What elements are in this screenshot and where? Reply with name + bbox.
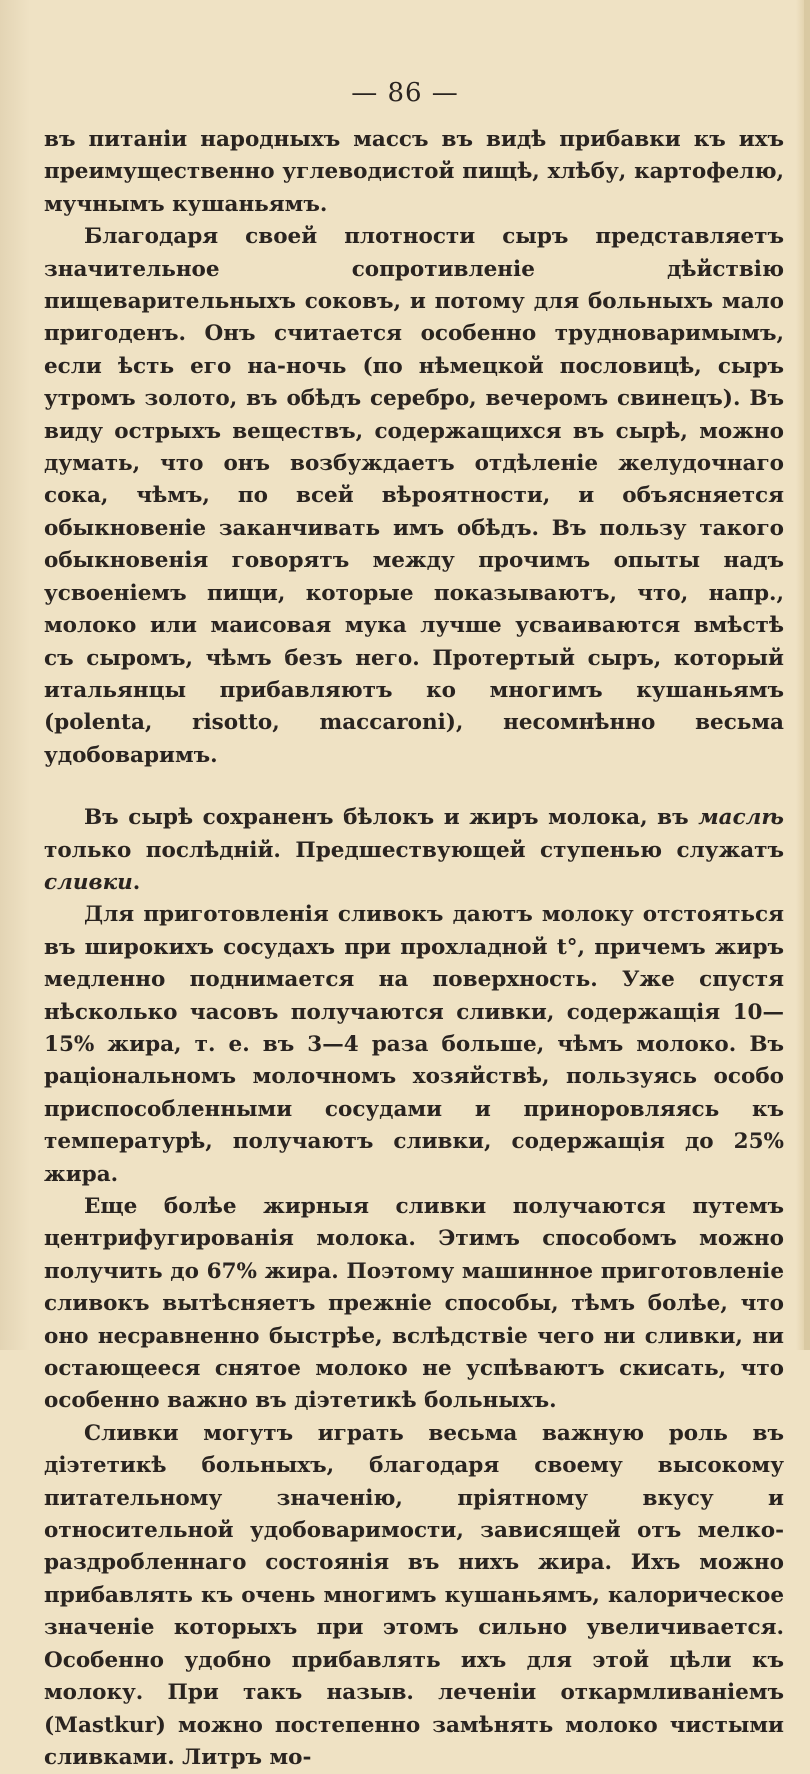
emphasis-butter: маслѣ [698, 805, 784, 831]
page-number: — 86 — [351, 78, 459, 108]
page-edge [804, 0, 810, 1350]
emphasis-cream: сливки [44, 869, 133, 895]
paragraph-5: Еще болѣе жирныя сливки получаются путемъ центрифугированія молока. Этимъ способомъ можно получить до 67% жира. Поэтому машинное приготовленіе сливокъ вытѣсняетъ прежніе способы, тѣмъ болѣе, что оно несравненно быстрѣе, вслѣдствіе чего ни сливки, ни остающееся снятое молоко не успѣваютъ скисать, что особенно важно въ діэтетикѣ больныхъ. [44, 1194, 784, 1414]
body-text [44, 124, 784, 1774]
paragraph-3-text-c: . [132, 869, 141, 895]
paragraph-3-text-a: Въ сырѣ сохраненъ бѣлокъ и жиръ молока, въ [84, 805, 699, 831]
paragraph-6: Сливки могутъ играть весьма важную роль въ діэтетикѣ больныхъ, благодаря своему высокому питательному значенію, пріятному вкусу и относительной удобоваримости, зависящей отъ мелко-раздробленнаго состоянія въ нихъ жира. Ихъ можно прибавлять къ очень многимъ кушаньямъ, калорическое значеніе которыхъ при этомъ сильно увеличивается. Особенно удобно прибавлять ихъ для этой цѣли къ молоку. При такъ назыв. леченіи откармливаніемъ (Mastkur) можно постепенно замѣнять молоко чистыми сливками. Литръ мо- [44, 1420, 784, 1770]
paragraph-1: въ питаніи народныхъ массъ въ видѣ прибавки къ ихъ преимущественно углеводистой пищѣ, хлѣбу, картофелю, мучнымъ кушаньямъ. [44, 127, 784, 217]
paragraph-4: Для приготовленія сливокъ даютъ молоку отстояться въ широкихъ сосудахъ при прохладной t°, причемъ жиръ медленно поднимается на поверхность. Уже спустя нѣсколько часовъ получаются сливки, содержащія 10—15% жира, т. е. въ 3—4 раза больше, чѣмъ молоко. Въ раціональномъ молочномъ хозяйствѣ, пользуясь особо приспособленными сосудами и приноровляясь къ температурѣ, получаютъ сливки, содержащія до 25% жира. [44, 902, 784, 1187]
paragraph-3-text-b: только послѣдній. Предшествующей ступенью служатъ [44, 837, 784, 863]
paragraph-3 [44, 802, 784, 899]
paragraph-2: Благодаря своей плотности сыръ представляетъ значительное сопротивленіе дѣйствію пищеварительныхъ соковъ, и потому для больныхъ мало пригоденъ. Онъ считается особенно трудноваримымъ, если ѣсть его на-ночь (по нѣмецкой пословицѣ, сыръ утромъ золото, въ обѣдъ серебро, вечеромъ свинецъ). Въ виду острыхъ веществъ, содержащихся въ сырѣ, можно думать, что онъ возбуждаетъ отдѣленіе желудочнаго сока, чѣмъ, по всей вѣроятности, и объясняется обыкновеніе заканчивать имъ обѣдъ. Въ пользу такого обыкновенія говорятъ между прочимъ опыты надъ усвоеніемъ пищи, которые показываютъ, что, напр., молоко или маисовая мука лучше усваиваются вмѣстѣ съ сыромъ, чѣмъ безъ него. Протертый сыръ, который итальянцы прибавляютъ ко многимъ кушаньямъ (polenta, risotto, maccaroni), несомнѣнно весьма удобоваримъ. [44, 224, 784, 768]
